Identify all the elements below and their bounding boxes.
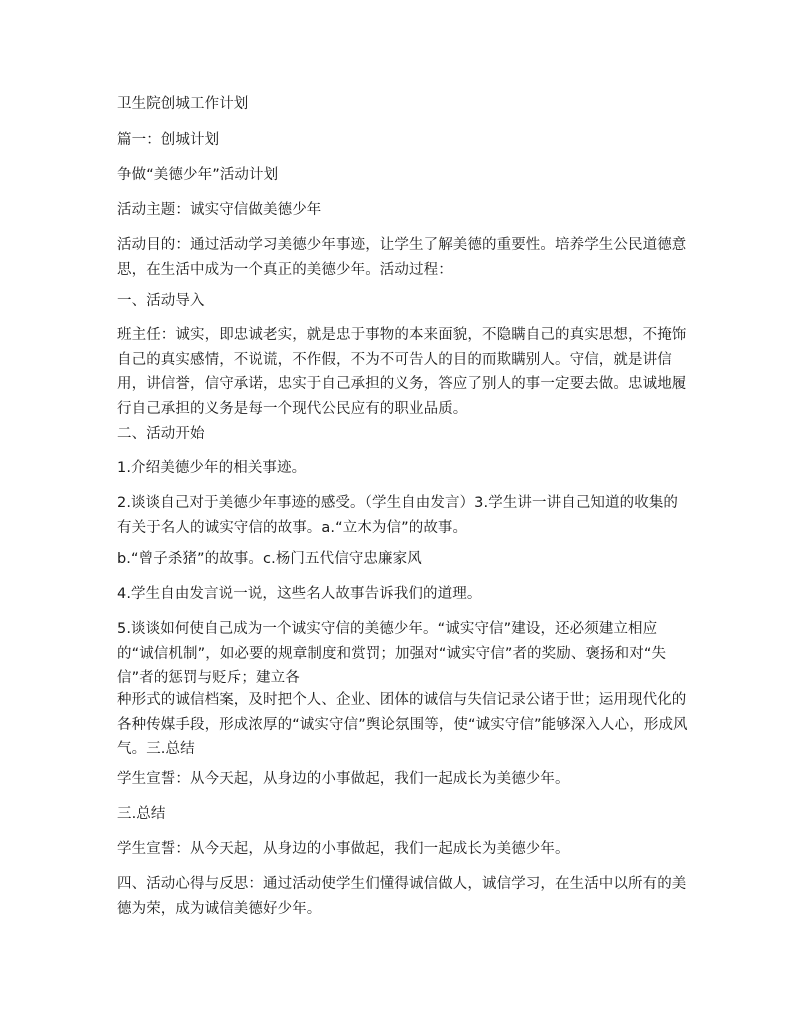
student-oath-repeat: 学生宣誓：从今天起，从身边的小事做起，我们一起成长为美德少年。 bbox=[117, 841, 570, 857]
document-title: 卫生院创城工作计划 bbox=[117, 96, 249, 112]
section-heading-summary: 三.总结 bbox=[117, 806, 166, 822]
section-heading-start: 二、活动开始 bbox=[117, 426, 205, 442]
section-heading-intro: 一、活动导入 bbox=[117, 293, 205, 309]
step-four: 4.学生自由发言说一说，这些名人故事告诉我们的道理。 bbox=[117, 586, 482, 602]
reflection: 四、活动心得与反思：通过活动使学生们懂得诚信做人，诚信学习，在生活中以所有的美德为荣，成为诚信美德好少年。 bbox=[117, 876, 687, 917]
teacher-statement: 班主任：诚实，即忠诚老实，就是忠于事物的本来面貌，不隐瞒自己的真实思想，不掩饰自己的真实感情，不说谎，不作假，不为不可告人的目的而欺瞒别人。守信，就是讲信用，讲信誉，信守承诺，忠实于自己承担的义务，答应了别人的事一定要去做。忠诚地履行自己承担的义务是每一个现代公民应有的职业品质。 bbox=[117, 327, 687, 417]
step-five-continued: 种形式的诚信档案，及时把个人、企业、团体的诚信与失信记录公诸于世；运用现代化的各种传媒手段，形成浓厚的“诚实守信”舆论氛围等，使“诚实守信”能够深入人心，形成风气。三.总结 bbox=[117, 692, 688, 757]
section-heading-chapter-one: 篇一：创城计划 bbox=[117, 132, 220, 148]
step-one: 1.介绍美德少年的相关事迹。 bbox=[117, 460, 307, 476]
activity-plan-title: 争做“美德少年”活动计划 bbox=[117, 167, 279, 183]
student-oath: 学生宣誓：从今天起，从身边的小事做起，我们一起成长为美德少年。 bbox=[117, 771, 570, 787]
activity-purpose: 活动目的：通过活动学习美德少年事迹，让学生了解美德的重要性。培养学生公民道德意思，在生活中成为一个真正的美德少年。活动过程： bbox=[117, 237, 687, 278]
activity-theme: 活动主题：诚实守信做美德少年 bbox=[117, 202, 322, 218]
document-page bbox=[117, 0, 692, 1035]
story-list: b.“曾子杀猪”的故事。c.杨门五代信守忠廉家风 bbox=[117, 551, 422, 567]
step-two-three: 2.谈谈自己对于美德少年事迹的感受。（学生自由发言）3.学生讲一讲自己知道的收集的有关于名人的诚实守信的故事。a.“立木为信”的故事。 bbox=[117, 495, 679, 536]
step-five: 5.谈谈如何使自己成为一个诚实守信的美德少年。“诚实守信”建设，还必须建立相应的“诚信机制”，如必要的规章制度和赏罚；加强对“诚实守信”者的奖励、褒扬和对“失信”者的惩罚与贬斥；建立各 bbox=[117, 621, 667, 686]
